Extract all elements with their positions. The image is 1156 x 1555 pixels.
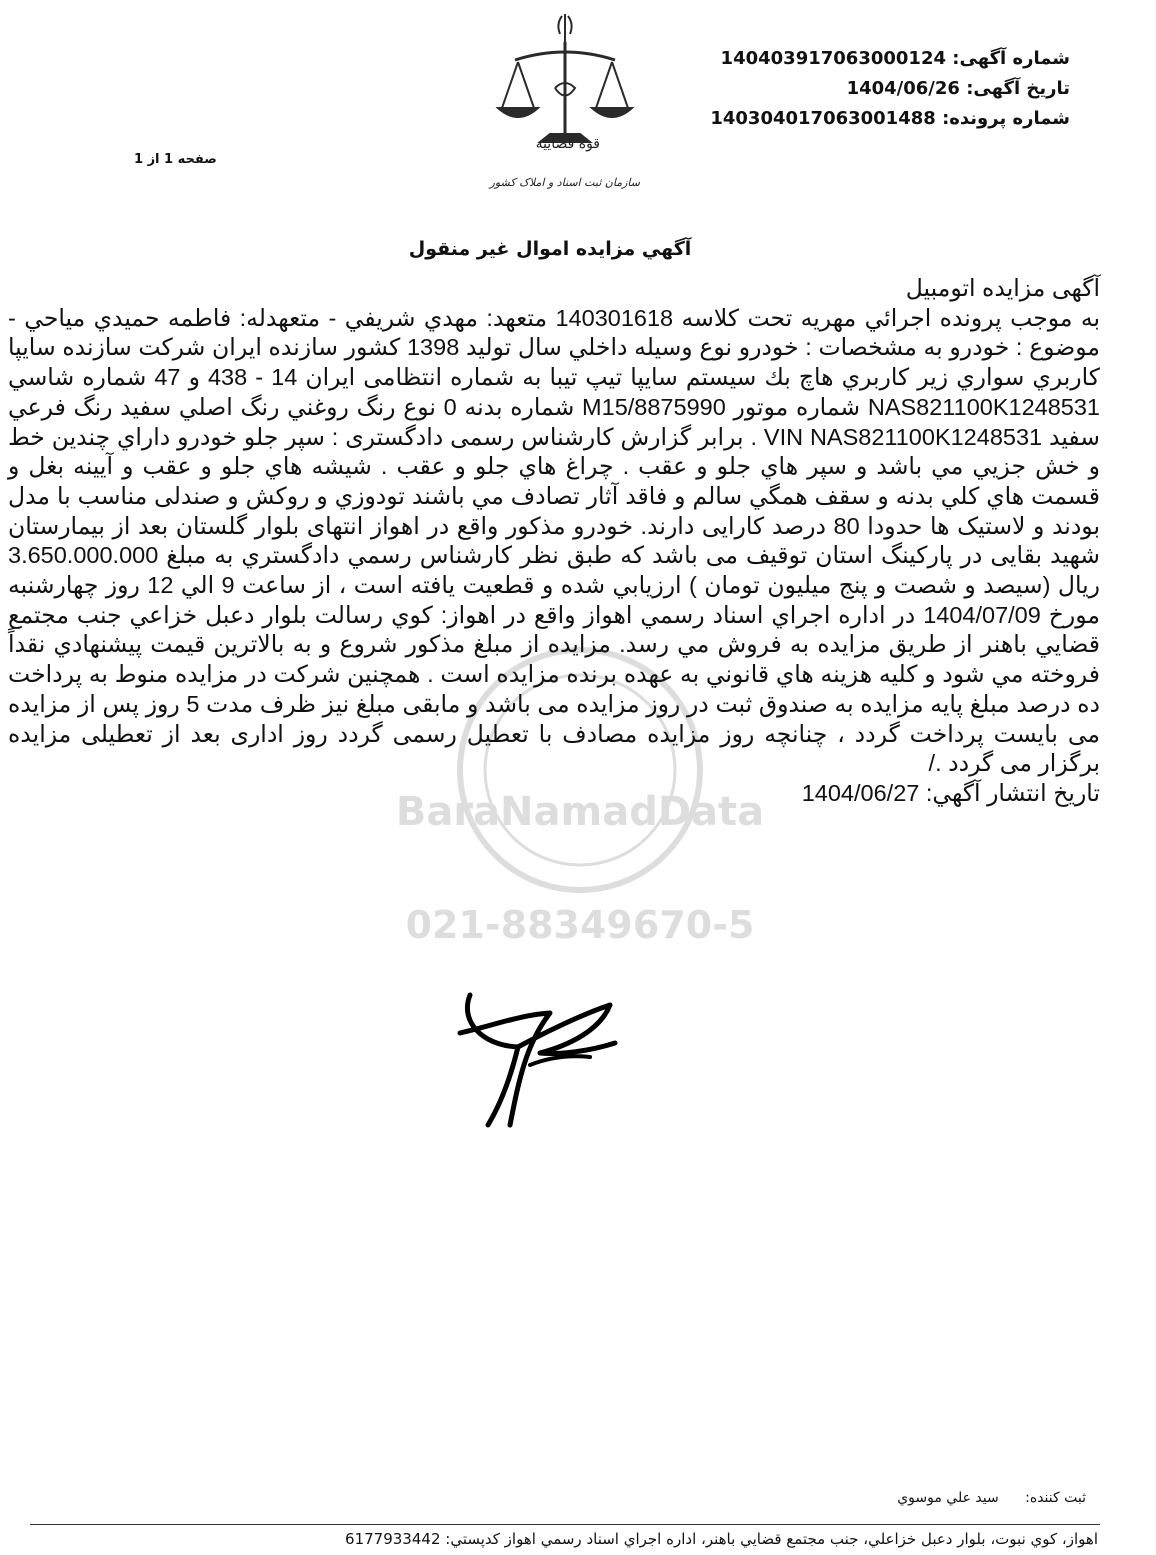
emblem-text-bottom: سازمان ثبت اسناد و املاک کشور	[489, 176, 640, 189]
footer-address	[345, 1530, 1098, 1548]
judiciary-emblem-icon	[480, 8, 650, 198]
publish-date-row	[8, 779, 1100, 809]
ad-date: 1404/06/26	[846, 78, 960, 99]
watermark-line1: BaraNamadData	[395, 789, 765, 835]
case-number-label: شماره پرونده:	[942, 108, 1070, 129]
body-paragraph: به موجب پرونده اجرائي مهريه تحت كلاسه 140301618 متعهد: مهدي شريفي - متعهدله: فاطمه حميدي مياحي - موضوع : خودرو به مشخصات : خودرو نوع وسيله داخلي سال توليد 1398 كشور سازنده ايران شركت سازنده سايپا كاربري سواري زير كاربري هاچ بك سيستم سايپا تيپ تيبا به شماره انتظامی ايران 14 - 438 و 47 شماره شاسي NAS821100K1248531 شماره موتور M15/8875990 شماره بدنه 0 نوع رنگ روغني رنگ اصلي سفيد رنگ فرعي سفيد VIN NAS821100K1248531 . برابر گزارش كارشناس رسمی دادگستری : سپر جلو خودرو داراي چندين خط و خش جزيي مي باشد و سپر هاي جلو و عقب . چراغ هاي جلو و عقب . شيشه هاي جلو و عقب و آيينه بغل و قسمت هاي كلي بدنه و سقف همگي سالم و فاقد آثار تصادف مي باشند تودوزي و روكش و صندلی مناسب با مدل بودند و لاستيک ها حدودا 80 درصد کارایی دارند. خودرو مذکور واقع در اهواز انتهای بلوار گلستان بعد از بیمارستان شهید بقایی در پارکینگ استان توقیف می باشد که طبق نظر کارشناس رسمي دادگستري به مبلغ 3.650.000.000 ريال (سیصد و شصت و پنج میلیون تومان ) ارزيابي شده و قطعيت يافته است ، از ساعت 9 الي 12 روز چهارشنبه مورخ 1404/07/09 در اداره اجراي اسناد رسمي اهواز واقع در اهواز: كوي رسالت بلوار دعبل خزاعي جنب مجتمع قضايي باهنر از طريق مزايده به فروش مي رسد. مزايده از مبلغ مذكور شروع و به بالاترين قيمت پيشنهادي نقداً فروخته مي شود و كليه هزينه هاي قانوني به عهده برنده مزايده است . همچنین شرکت در مزایده منوط به پرداخت ده درصد مبلغ پایه مزایده به صندوق ثبت در روز مزایده می باشد و مابقی مبلغ نیز ظرف مدت 5 روز پس از مزایده می بایست پرداخت گردد ، چنانچه روز مزایده مصادف با تعطیل رسمی گردد روز اداری بعد از تعطیلی مزایده برگزار می گردد ./	[8, 304, 1101, 777]
document-body	[8, 274, 1100, 809]
publish-date-label: تاريخ انتشار آگهي:	[925, 779, 1100, 806]
ad-date-row	[650, 74, 1070, 104]
watermark-line2: 021-88349670-5	[405, 903, 755, 947]
publish-date: 1404/06/27	[801, 779, 920, 806]
postal-code: 6177933442	[345, 1530, 441, 1548]
document-title: آگهي مزايده اموال غير منقول	[408, 238, 692, 260]
address-text: اهواز، كوي نبوت، بلوار دعبل خزاعلي، جنب مجتمع قضايي باهنر، اداره اجراي اسناد رسمي اهواز كدپستي:	[445, 1530, 1098, 1548]
emblem-text-top: قوه قضاییه	[535, 136, 600, 152]
ad-date-label: تاریخ آگهی:	[966, 78, 1070, 99]
intro-heading: آگهی مزایده اتومبیل	[905, 275, 1100, 301]
signature-icon	[440, 975, 630, 1140]
case-number-row	[650, 104, 1070, 134]
registrar-label: ثبت كننده:	[1025, 1490, 1086, 1506]
ad-number-label: شماره آگهی:	[952, 48, 1070, 69]
header-meta	[650, 44, 1070, 134]
registrar-name: سيد علي موسوي	[897, 1490, 999, 1506]
ad-number-row	[650, 44, 1070, 74]
case-number: 140304017063001488	[710, 108, 936, 129]
footer-divider	[30, 1524, 1100, 1525]
page-number: صفحه 1 از 1	[134, 152, 217, 167]
registrar	[897, 1490, 1086, 1506]
ad-number: 140403917063000124	[720, 48, 946, 69]
